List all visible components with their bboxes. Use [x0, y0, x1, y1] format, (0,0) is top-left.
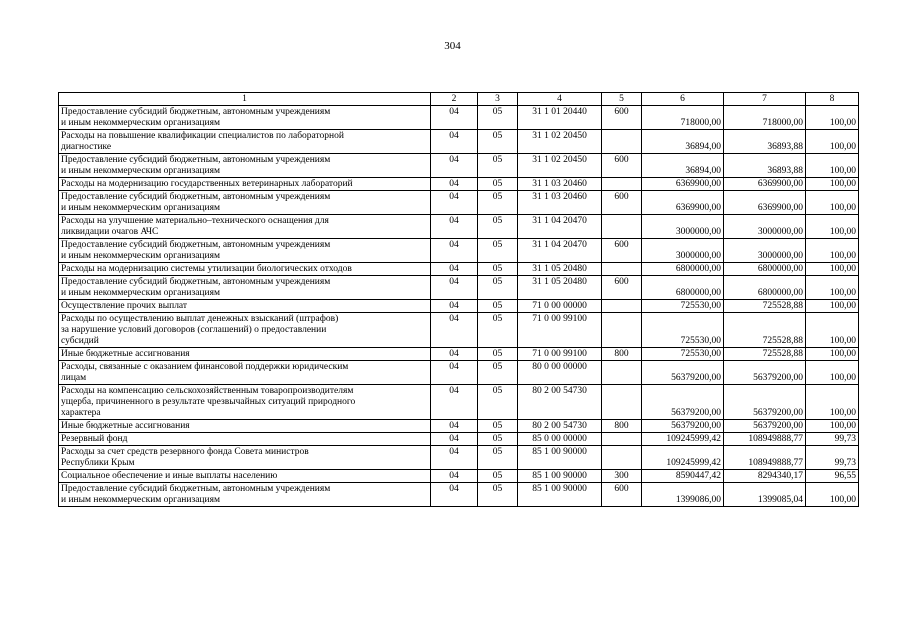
table-row	[59, 276, 859, 300]
subsection-cell: 05	[478, 106, 518, 130]
planned-amount-cell: 718000,00	[642, 106, 724, 130]
row-name-cell	[59, 191, 431, 215]
percent-cell: 100,00	[806, 300, 859, 313]
planned-amount-cell: 56379200,00	[642, 361, 724, 385]
target-article-cell: 31 1 04 20470	[518, 215, 602, 239]
executed-amount-cell: 3000000,00	[724, 215, 806, 239]
row-name-line: ущерба, причиненного в результате чрезвычайных ситуаций природного	[61, 397, 356, 407]
header-cell: 6	[642, 93, 724, 106]
chapter-cell: 04	[431, 385, 478, 420]
chapter-cell: 04	[431, 470, 478, 483]
chapter-cell: 04	[431, 130, 478, 154]
header-cell: 1	[59, 93, 431, 106]
subsection-cell: 05	[478, 263, 518, 276]
planned-amount-cell: 6800000,00	[642, 263, 724, 276]
expense-type-cell: 600	[602, 106, 642, 130]
subsection-cell: 05	[478, 239, 518, 263]
percent-cell: 96,55	[806, 470, 859, 483]
row-name-cell	[59, 239, 431, 263]
subsection-cell: 05	[478, 178, 518, 191]
chapter-cell: 04	[431, 420, 478, 433]
target-article-cell: 85 1 00 90000	[518, 470, 602, 483]
row-name-line: Иные бюджетные ассигнования	[61, 349, 190, 359]
table-body	[59, 93, 859, 507]
percent-cell: 100,00	[806, 154, 859, 178]
row-name-line: и иным некоммерческим организациям	[61, 166, 220, 176]
percent-cell: 100,00	[806, 239, 859, 263]
row-name-cell	[59, 470, 431, 483]
target-article-cell: 31 1 03 20460	[518, 178, 602, 191]
expense-type-cell	[602, 433, 642, 446]
expense-type-cell: 600	[602, 239, 642, 263]
planned-amount-cell: 725530,00	[642, 313, 724, 348]
target-article-cell: 80 0 00 00000	[518, 361, 602, 385]
percent-cell: 99,73	[806, 433, 859, 446]
row-name-line: субсидий	[61, 336, 99, 346]
table-header-row	[59, 93, 859, 106]
executed-amount-cell: 725528,88	[724, 348, 806, 361]
row-name-line: Осуществление прочих выплат	[61, 301, 188, 311]
table-row	[59, 483, 859, 507]
header-cell: 2	[431, 93, 478, 106]
row-name-line: Республики Крым	[61, 458, 135, 468]
target-article-cell: 31 1 02 20450	[518, 154, 602, 178]
planned-amount-cell: 1399086,00	[642, 483, 724, 507]
table-row	[59, 178, 859, 191]
target-article-cell: 71 0 00 99100	[518, 348, 602, 361]
subsection-cell: 05	[478, 470, 518, 483]
row-name-line: характера	[61, 408, 101, 418]
subsection-cell: 05	[478, 420, 518, 433]
row-name-line: Расходы, связанные с оказанием финансовой поддержки юридическим	[61, 362, 349, 372]
subsection-cell: 05	[478, 446, 518, 470]
planned-amount-cell: 725530,00	[642, 300, 724, 313]
expense-type-cell: 300	[602, 470, 642, 483]
row-name-line: и иным некоммерческим организациям	[61, 288, 220, 298]
row-name-line: и иным некоммерческим организациям	[61, 495, 220, 505]
budget-table	[58, 92, 859, 507]
row-name-cell	[59, 446, 431, 470]
table-row	[59, 470, 859, 483]
executed-amount-cell: 56379200,00	[724, 420, 806, 433]
executed-amount-cell: 56379200,00	[724, 385, 806, 420]
row-name-line: ликвидации очагов АЧС	[61, 227, 159, 237]
planned-amount-cell: 36894,00	[642, 154, 724, 178]
table-row	[59, 154, 859, 178]
planned-amount-cell: 109245999,42	[642, 446, 724, 470]
row-name-line: Предоставление субсидий бюджетным, автономным учреждениям	[61, 240, 331, 250]
executed-amount-cell: 6369900,00	[724, 191, 806, 215]
row-name-line: за нарушение условий договоров (соглашений) о предоставлении	[61, 325, 327, 335]
subsection-cell: 05	[478, 130, 518, 154]
percent-cell: 100,00	[806, 420, 859, 433]
row-name-cell	[59, 348, 431, 361]
row-name-line: Расходы на компенсацию сельскохозяйственным товаропроизводителям	[61, 386, 354, 396]
chapter-cell: 04	[431, 191, 478, 215]
table-row	[59, 361, 859, 385]
row-name-cell	[59, 420, 431, 433]
percent-cell: 100,00	[806, 178, 859, 191]
row-name-line: Резервный фонд	[61, 434, 128, 444]
percent-cell: 100,00	[806, 361, 859, 385]
percent-cell: 100,00	[806, 276, 859, 300]
percent-cell: 100,00	[806, 313, 859, 348]
header-cell: 3	[478, 93, 518, 106]
subsection-cell: 05	[478, 348, 518, 361]
percent-cell: 100,00	[806, 348, 859, 361]
target-article-cell: 71 0 00 99100	[518, 313, 602, 348]
subsection-cell: 05	[478, 361, 518, 385]
target-article-cell: 31 1 05 20480	[518, 276, 602, 300]
executed-amount-cell: 108949888,77	[724, 446, 806, 470]
row-name-line: и иным некоммерческим организациям	[61, 251, 220, 261]
row-name-cell	[59, 215, 431, 239]
subsection-cell: 05	[478, 276, 518, 300]
row-name-line: Предоставление субсидий бюджетным, автономным учреждениям	[61, 155, 331, 165]
planned-amount-cell: 725530,00	[642, 348, 724, 361]
expense-type-cell	[602, 130, 642, 154]
row-name-cell	[59, 483, 431, 507]
executed-amount-cell: 108949888,77	[724, 433, 806, 446]
expense-type-cell	[602, 446, 642, 470]
row-name-line: Расходы за счет средств резервного фонда Совета министров	[61, 447, 309, 457]
executed-amount-cell: 725528,88	[724, 300, 806, 313]
expense-type-cell	[602, 313, 642, 348]
executed-amount-cell: 3000000,00	[724, 239, 806, 263]
percent-cell: 100,00	[806, 106, 859, 130]
percent-cell: 100,00	[806, 130, 859, 154]
table-row	[59, 300, 859, 313]
table-row	[59, 313, 859, 348]
header-cell: 4	[518, 93, 602, 106]
row-name-cell	[59, 263, 431, 276]
planned-amount-cell: 3000000,00	[642, 239, 724, 263]
chapter-cell: 04	[431, 313, 478, 348]
target-article-cell: 80 2 00 54730	[518, 420, 602, 433]
row-name-line: Предоставление субсидий бюджетным, автономным учреждениям	[61, 107, 331, 117]
target-article-cell: 31 1 02 20450	[518, 130, 602, 154]
target-article-cell: 85 0 00 00000	[518, 433, 602, 446]
subsection-cell: 05	[478, 215, 518, 239]
row-name-line: Расходы по осуществлению выплат денежных взысканий (штрафов)	[61, 314, 339, 324]
planned-amount-cell: 3000000,00	[642, 215, 724, 239]
row-name-line: Расходы на повышение квалификации специалистов по лабораторной	[61, 131, 344, 141]
expense-type-cell: 600	[602, 276, 642, 300]
planned-amount-cell: 36894,00	[642, 130, 724, 154]
row-name-cell	[59, 130, 431, 154]
executed-amount-cell: 718000,00	[724, 106, 806, 130]
row-name-line: и иным некоммерческим организациям	[61, 118, 220, 128]
chapter-cell: 04	[431, 276, 478, 300]
row-name-line: и иным некоммерческим организациям	[61, 203, 220, 213]
table-row	[59, 348, 859, 361]
percent-cell: 100,00	[806, 263, 859, 276]
row-name-cell	[59, 106, 431, 130]
chapter-cell: 04	[431, 178, 478, 191]
expense-type-cell: 800	[602, 348, 642, 361]
chapter-cell: 04	[431, 239, 478, 263]
row-name-line: Расходы на модернизацию системы утилизации биологических отходов	[61, 264, 352, 274]
row-name-line: диагностике	[61, 142, 112, 152]
row-name-line: лицам	[61, 373, 87, 383]
row-name-line: Предоставление субсидий бюджетным, автономным учреждениям	[61, 277, 331, 287]
chapter-cell: 04	[431, 483, 478, 507]
row-name-line: Предоставление субсидий бюджетным, автономным учреждениям	[61, 484, 331, 494]
subsection-cell: 05	[478, 313, 518, 348]
planned-amount-cell: 56379200,00	[642, 420, 724, 433]
executed-amount-cell: 6800000,00	[724, 276, 806, 300]
target-article-cell: 85 1 00 90000	[518, 483, 602, 507]
planned-amount-cell: 6369900,00	[642, 191, 724, 215]
subsection-cell: 05	[478, 191, 518, 215]
subsection-cell: 05	[478, 154, 518, 178]
row-name-line: Иные бюджетные ассигнования	[61, 421, 190, 431]
target-article-cell: 80 2 00 54730	[518, 385, 602, 420]
row-name-line: Предоставление субсидий бюджетным, автономным учреждениям	[61, 192, 331, 202]
chapter-cell: 04	[431, 433, 478, 446]
row-name-cell	[59, 385, 431, 420]
table-row	[59, 263, 859, 276]
table-row	[59, 433, 859, 446]
header-cell: 5	[602, 93, 642, 106]
target-article-cell: 31 1 05 20480	[518, 263, 602, 276]
row-name-line: Социальное обеспечение и иные выплаты населению	[61, 471, 278, 481]
target-article-cell: 85 1 00 90000	[518, 446, 602, 470]
expense-type-cell: 600	[602, 191, 642, 215]
chapter-cell: 04	[431, 215, 478, 239]
table-row	[59, 215, 859, 239]
row-name-cell	[59, 178, 431, 191]
planned-amount-cell: 6369900,00	[642, 178, 724, 191]
chapter-cell: 04	[431, 106, 478, 130]
chapter-cell: 04	[431, 348, 478, 361]
subsection-cell: 05	[478, 300, 518, 313]
header-cell: 7	[724, 93, 806, 106]
subsection-cell: 05	[478, 385, 518, 420]
row-name-cell	[59, 276, 431, 300]
expense-type-cell: 600	[602, 483, 642, 507]
target-article-cell: 71 0 00 00000	[518, 300, 602, 313]
expense-type-cell	[602, 263, 642, 276]
header-cell: 8	[806, 93, 859, 106]
planned-amount-cell: 56379200,00	[642, 385, 724, 420]
row-name-line: Расходы на улучшение материально–технического оснащения для	[61, 216, 329, 226]
table-row	[59, 106, 859, 130]
chapter-cell: 04	[431, 263, 478, 276]
chapter-cell: 04	[431, 446, 478, 470]
executed-amount-cell: 8294340,17	[724, 470, 806, 483]
row-name-cell	[59, 154, 431, 178]
row-name-line: Расходы на модернизацию государственных ветеринарных лабораторий	[61, 179, 353, 189]
chapter-cell: 04	[431, 154, 478, 178]
table-row	[59, 239, 859, 263]
expense-type-cell: 600	[602, 154, 642, 178]
planned-amount-cell: 8590447,42	[642, 470, 724, 483]
expense-type-cell	[602, 215, 642, 239]
expense-type-cell	[602, 361, 642, 385]
executed-amount-cell: 1399085,04	[724, 483, 806, 507]
row-name-cell	[59, 300, 431, 313]
planned-amount-cell: 109245999,42	[642, 433, 724, 446]
chapter-cell: 04	[431, 361, 478, 385]
executed-amount-cell: 36893,88	[724, 154, 806, 178]
row-name-cell	[59, 313, 431, 348]
table-row	[59, 446, 859, 470]
percent-cell: 100,00	[806, 215, 859, 239]
target-article-cell: 31 1 04 20470	[518, 239, 602, 263]
percent-cell: 100,00	[806, 385, 859, 420]
executed-amount-cell: 6800000,00	[724, 263, 806, 276]
percent-cell: 99,73	[806, 446, 859, 470]
row-name-cell	[59, 433, 431, 446]
table-row	[59, 385, 859, 420]
table-row	[59, 130, 859, 154]
percent-cell: 100,00	[806, 191, 859, 215]
percent-cell: 100,00	[806, 483, 859, 507]
row-name-cell	[59, 361, 431, 385]
table-row	[59, 191, 859, 215]
executed-amount-cell: 56379200,00	[724, 361, 806, 385]
expense-type-cell: 800	[602, 420, 642, 433]
expense-type-cell	[602, 300, 642, 313]
subsection-cell: 05	[478, 483, 518, 507]
executed-amount-cell: 36893,88	[724, 130, 806, 154]
planned-amount-cell: 6800000,00	[642, 276, 724, 300]
subsection-cell: 05	[478, 433, 518, 446]
page-number: 304	[444, 40, 461, 52]
target-article-cell: 31 1 03 20460	[518, 191, 602, 215]
expense-type-cell	[602, 178, 642, 191]
expense-type-cell	[602, 385, 642, 420]
chapter-cell: 04	[431, 300, 478, 313]
executed-amount-cell: 725528,88	[724, 313, 806, 348]
executed-amount-cell: 6369900,00	[724, 178, 806, 191]
table-row	[59, 420, 859, 433]
target-article-cell: 31 1 01 20440	[518, 106, 602, 130]
